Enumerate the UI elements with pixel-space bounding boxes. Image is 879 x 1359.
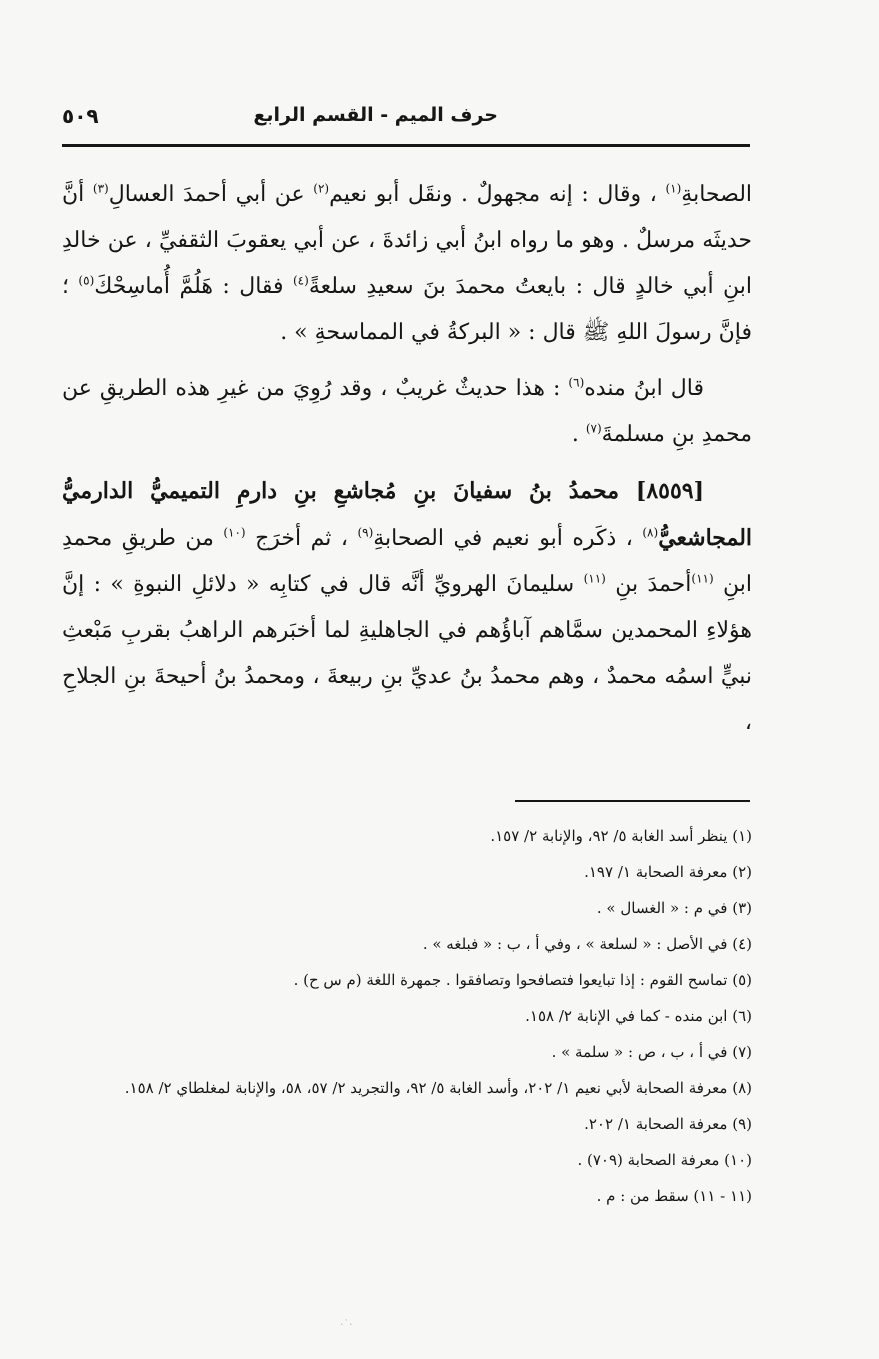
footnote-ref: (٥)	[78, 273, 95, 288]
text-run: سليمانَ الهرويِّ أنَّه قال في كتابِه « دلائلِ النبوةِ » : إنَّ هؤلاءِ المحمدين سمَّاهم آباؤُهم في الجاهليةِ لما أخبَرهم الراهبُ بقربِ مَبْعثِ نبيٍّ اسمُه محمدٌ ، وهم محمدُ بنُ عديِّ بنِ ربيعةَ ، ومحمدُ بنُ أحيحةَ بنِ الجلاحِ ،	[62, 572, 752, 735]
text-run: : هذا حديثٌ غريبٌ ، وقد رُوِيَ من غيرِ هذه الطريقِ عن محمدِ بنِ مسلمةَ	[62, 376, 752, 447]
text-run: أنَّ حديثَه مرسلٌ . وهو ما رواه ابنُ أبي زائدةَ ، عن أبي يعقوبَ الثقفيِّ ، عن خالدِ ابنِ أبي خالدٍ قال : بايعتُ محمدَ بنَ سعيدِ سلعةً	[62, 182, 752, 299]
footnote: (١) ينظر أسد الغابة ٥/ ٩٢، والإنابة ٢/ ١٥٧.	[490, 827, 752, 845]
footnote-ref: (١)	[665, 181, 682, 196]
footnote-ref: (٤)	[292, 273, 309, 288]
footnote-ref: (١١)	[691, 571, 714, 586]
entry-heading: محمدُ بنُ سفيانَ بنِ مُجاشعِ بنِ دارمِ التميميُّ الدارميُّ المجاشعيُّ	[62, 478, 753, 551]
text-run: .	[571, 422, 586, 447]
footnote: (١٠) معرفة الصحابة (٧٠٩) .	[577, 1151, 752, 1169]
footnote: (٩) معرفة الصحابة ١/ ٢٠٢.	[584, 1115, 752, 1133]
footnotes	[62, 818, 752, 1214]
footnote: (٧) في أ ، ب ، ص : « سلمة » .	[551, 1043, 752, 1061]
paragraph	[62, 366, 752, 458]
footnote: (٦) ابن منده - كما في الإنابة ٢/ ١٥٨.	[525, 1007, 752, 1025]
text-run: عن أبي أحمدَ العسالِ	[108, 182, 314, 207]
header-rule	[62, 144, 750, 147]
footnote: (٨) معرفة الصحابة لأبي نعيم ١/ ٢٠٢، وأسد الغابة ٥/ ٩٢، والتجريد ٢/ ٥٧، ٥٨، والإنابة لمغلطاي ٢/ ١٥٨.	[124, 1079, 752, 1097]
text-run: قال ابنُ منده	[584, 376, 705, 401]
text-run: الصحابةِ	[681, 182, 753, 207]
text-run: ، وقال : إنه مجهولٌ . ونقَل أبو نعيم	[329, 182, 666, 207]
entry-paragraph	[62, 468, 752, 746]
footnote-ref: (٩)	[357, 525, 374, 540]
footnote-ref: (٦)	[568, 375, 585, 390]
paragraph	[62, 172, 752, 356]
text-run: ، ثم أخرَج	[245, 526, 358, 551]
text-run: فقال : هَلُمَّ أُماسِحْكَ	[94, 274, 293, 299]
text-run: من طريقِ محمدِ ابنِ	[62, 526, 752, 597]
scan-mark: ·˙·	[340, 1318, 353, 1331]
text-run: ، ذكَره أبو نعيم في الصحابةِ	[373, 526, 643, 551]
footnote-ref: (٨)	[642, 525, 659, 540]
footnote: (٢) معرفة الصحابة ١/ ١٩٧.	[584, 863, 752, 881]
footnote: (١١ - ١١) سقط من : م .	[596, 1187, 752, 1205]
text-run: ؛ فإنَّ رسولَ اللهِ ﷺ قال : « البركةُ في المماسحةِ » .	[62, 274, 752, 345]
footnote-rule	[515, 800, 750, 802]
footnote: (٤) في الأصل : « لسلعة » ، وفي أ ، ب : « فبلغه » .	[422, 935, 752, 953]
running-title: حرف الميم - القسم الرابع	[253, 104, 498, 126]
entry-number: [٨٥٥٩]	[635, 478, 704, 504]
footnote-ref: (٧)	[585, 421, 602, 436]
footnote-ref: (١١)	[583, 571, 606, 586]
footnote-ref: (١٠)	[223, 525, 246, 540]
footnote-ref: (٣)	[92, 181, 109, 196]
page-header	[62, 100, 748, 140]
main-text	[62, 172, 752, 746]
footnote-ref: (٢)	[313, 181, 330, 196]
page-number: ٥٠٩	[62, 104, 99, 128]
footnote: (٣) في م : « الغسال » .	[596, 899, 752, 917]
footnote: (٥) تماسح القوم : إذا تبايعوا فتصافحوا وتصافقوا . جمهرة اللغة (م س ح) .	[293, 971, 752, 989]
text-run: أحمدَ بنِ	[605, 572, 692, 597]
